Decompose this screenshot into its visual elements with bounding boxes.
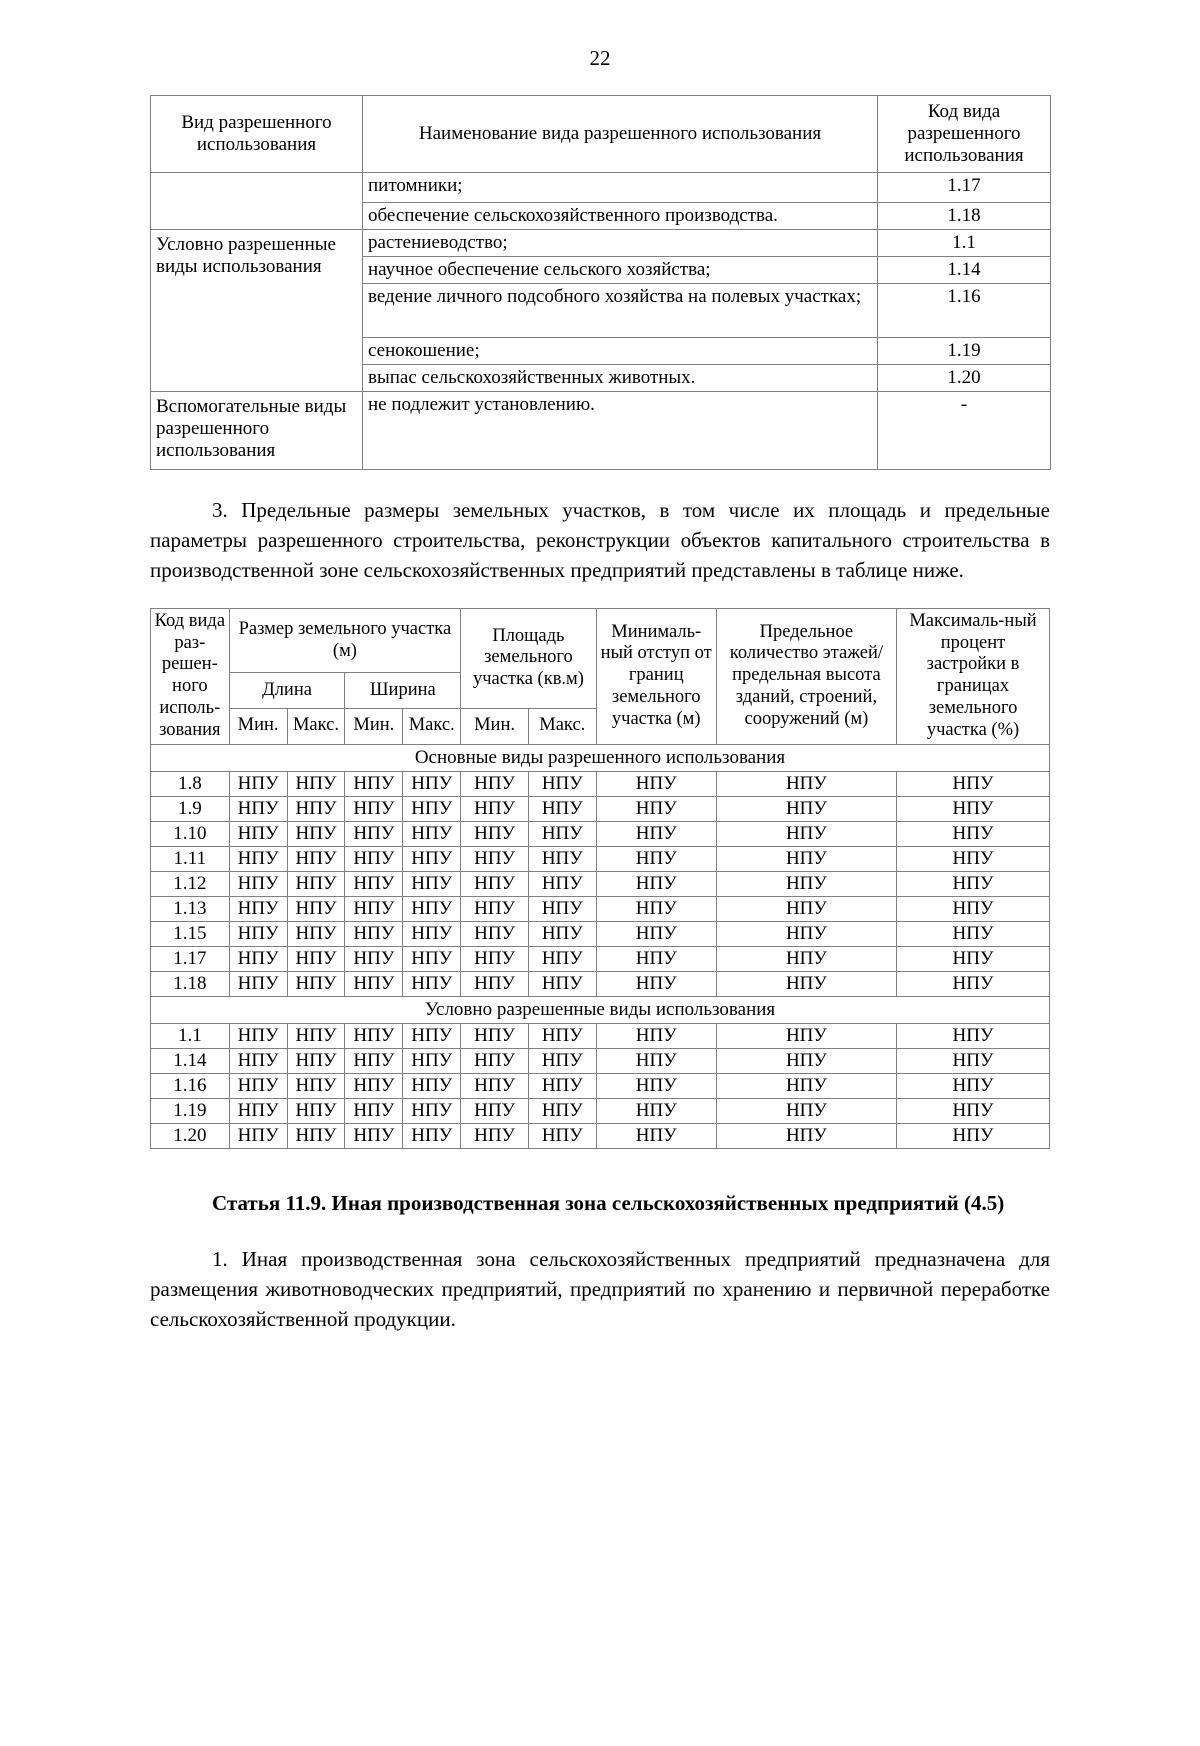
table-row (151, 946, 1050, 971)
cell-value: НПУ (596, 921, 716, 946)
cell-value: НПУ (528, 896, 596, 921)
article-paragraph-1: 1. Иная производственная зона сельскохозяйственных предприятий предназначена для размещения животноводческих предприятий, предприятий по хранению и первичной переработке сельскохозяйственной продукции. (150, 1246, 1050, 1331)
article-heading: Статья 11.9. Иная производственная зона сельскохозяйственных предприятий (4.5) (212, 1191, 1005, 1216)
cell-value: НПУ (461, 896, 529, 921)
table-row (151, 1049, 1050, 1074)
header-width: Ширина (345, 673, 461, 709)
cell-value: НПУ (716, 971, 896, 996)
cell-name: не подлежит установлению. (363, 392, 878, 470)
cell-code: 1.10 (151, 821, 230, 846)
cell-code: 1.16 (151, 1074, 230, 1099)
section-title: Основные виды разрешенного использования (151, 744, 1050, 771)
cell-value: НПУ (345, 1124, 403, 1149)
cell-value: НПУ (287, 946, 345, 971)
cell-value: НПУ (403, 1074, 461, 1099)
cell-value: НПУ (716, 821, 896, 846)
cell-value: НПУ (897, 871, 1050, 896)
cell-value: НПУ (229, 771, 287, 796)
cell-value: НПУ (287, 796, 345, 821)
cell-value: НПУ (229, 1049, 287, 1074)
cell-value: НПУ (461, 771, 529, 796)
table-row (151, 1074, 1050, 1099)
cell-value: НПУ (287, 871, 345, 896)
cell-code: 1.14 (151, 1049, 230, 1074)
table-row (151, 821, 1050, 846)
cell-kind (151, 173, 363, 230)
cell-value: НПУ (716, 771, 896, 796)
cell-value: НПУ (403, 771, 461, 796)
cell-value: НПУ (403, 921, 461, 946)
cell-code: 1.20 (151, 1124, 230, 1149)
cell-value: НПУ (229, 1074, 287, 1099)
table-row (151, 921, 1050, 946)
cell-code: 1.12 (151, 871, 230, 896)
cell-name: выпас сельскохозяйственных животных. (363, 365, 878, 392)
cell-value: НПУ (897, 946, 1050, 971)
header-width-max: Макс. (403, 708, 461, 744)
table-row (151, 871, 1050, 896)
cell-name: ведение личного подсобного хозяйства на полевых участках; (363, 284, 878, 338)
cell-value: НПУ (716, 896, 896, 921)
cell-value: НПУ (461, 796, 529, 821)
cell-value: НПУ (716, 1074, 896, 1099)
cell-value: НПУ (716, 1024, 896, 1049)
parameters-table-body (151, 744, 1050, 1149)
cell-value: НПУ (345, 1099, 403, 1124)
permitted-use-table-head (151, 96, 1051, 173)
cell-code: 1.18 (878, 203, 1051, 230)
cell-code: - (878, 392, 1051, 470)
cell-value: НПУ (461, 946, 529, 971)
table-header-row-1 (151, 608, 1050, 673)
cell-value: НПУ (897, 1049, 1050, 1074)
cell-value: НПУ (897, 1074, 1050, 1099)
cell-value: НПУ (345, 1024, 403, 1049)
table-row (151, 771, 1050, 796)
header-floors: Предельное количество этажей/ предельная высота зданий, строений, сооружений (м) (716, 608, 896, 744)
cell-value: НПУ (528, 1074, 596, 1099)
section-row (151, 996, 1050, 1023)
permitted-use-table (150, 95, 1051, 470)
cell-value: НПУ (287, 971, 345, 996)
cell-value: НПУ (596, 796, 716, 821)
cell-value: НПУ (345, 821, 403, 846)
table-header-row (151, 96, 1051, 173)
cell-value: НПУ (229, 846, 287, 871)
cell-value: НПУ (596, 1099, 716, 1124)
header-kind: Вид разрешенного использования (151, 96, 363, 173)
cell-value: НПУ (596, 871, 716, 896)
header-width-min: Мин. (345, 708, 403, 744)
cell-value: НПУ (596, 846, 716, 871)
cell-value: НПУ (287, 821, 345, 846)
cell-value: НПУ (403, 1024, 461, 1049)
cell-value: НПУ (461, 821, 529, 846)
header-code: Код вида разрешенного использования (878, 96, 1051, 173)
cell-code: 1.13 (151, 896, 230, 921)
parameters-table (150, 608, 1050, 1149)
cell-value: НПУ (345, 796, 403, 821)
cell-value: НПУ (403, 871, 461, 896)
cell-code: 1.15 (151, 921, 230, 946)
cell-value: НПУ (528, 821, 596, 846)
cell-value: НПУ (229, 796, 287, 821)
cell-code: 1.8 (151, 771, 230, 796)
cell-value: НПУ (403, 1124, 461, 1149)
cell-value: НПУ (716, 1049, 896, 1074)
cell-value: НПУ (461, 846, 529, 871)
table-row (151, 173, 1051, 203)
cell-value: НПУ (596, 1024, 716, 1049)
table-row (151, 1024, 1050, 1049)
cell-value: НПУ (716, 796, 896, 821)
cell-value: НПУ (596, 971, 716, 996)
cell-value: НПУ (528, 1124, 596, 1149)
cell-value: НПУ (528, 846, 596, 871)
cell-value: НПУ (897, 971, 1050, 996)
cell-code: 1.19 (151, 1099, 230, 1124)
cell-code: 1.16 (878, 284, 1051, 338)
cell-value: НПУ (287, 1124, 345, 1149)
section-row (151, 744, 1050, 771)
cell-code: 1.18 (151, 971, 230, 996)
cell-value: НПУ (229, 921, 287, 946)
cell-code: 1.17 (151, 946, 230, 971)
table-row (151, 971, 1050, 996)
table-row (151, 392, 1051, 470)
cell-value: НПУ (596, 821, 716, 846)
cell-value: НПУ (528, 796, 596, 821)
cell-value: НПУ (897, 846, 1050, 871)
cell-value: НПУ (596, 946, 716, 971)
cell-name: обеспечение сельскохозяйственного производства. (363, 203, 878, 230)
cell-value: НПУ (528, 871, 596, 896)
cell-code: 1.1 (151, 1024, 230, 1049)
cell-value: НПУ (403, 1099, 461, 1124)
cell-value: НПУ (345, 771, 403, 796)
header-area-max: Макс. (528, 708, 596, 744)
cell-value: НПУ (716, 871, 896, 896)
cell-value: НПУ (345, 946, 403, 971)
cell-value: НПУ (345, 1074, 403, 1099)
cell-name: растениеводство; (363, 230, 878, 257)
permitted-use-table-body (151, 173, 1051, 470)
cell-value: НПУ (229, 946, 287, 971)
cell-value: НПУ (528, 971, 596, 996)
cell-value: НПУ (229, 871, 287, 896)
parameters-table-head (151, 608, 1050, 744)
cell-value: НПУ (345, 971, 403, 996)
cell-value: НПУ (528, 1099, 596, 1124)
cell-value: НПУ (897, 796, 1050, 821)
header-name: Наименование вида разрешенного использования (363, 96, 878, 173)
cell-value: НПУ (897, 1099, 1050, 1124)
header-length-max: Макс. (287, 708, 345, 744)
table-row (151, 1124, 1050, 1149)
cell-code: 1.19 (878, 338, 1051, 365)
cell-value: НПУ (403, 796, 461, 821)
table-row (151, 230, 1051, 257)
cell-value: НПУ (287, 921, 345, 946)
cell-name: питомники; (363, 173, 878, 203)
cell-value: НПУ (716, 1124, 896, 1149)
cell-value: НПУ (716, 846, 896, 871)
cell-code: 1.1 (878, 230, 1051, 257)
cell-code: 1.20 (878, 365, 1051, 392)
cell-value: НПУ (461, 971, 529, 996)
paragraph-3: 3. Предельные размеры земельных участков, в том числе их площадь и предельные параметры разрешенного строительства, реконструкции объектов капитального строительства в производственной зоне сельскохозяйственных предприятий представлены в таблице ниже. (150, 498, 1050, 582)
page-number: 22 (589, 46, 611, 70)
cell-value: НПУ (461, 871, 529, 896)
cell-value: НПУ (897, 771, 1050, 796)
document-page (0, 48, 1200, 1746)
cell-code: 1.17 (878, 173, 1051, 203)
cell-value: НПУ (461, 1099, 529, 1124)
cell-value: НПУ (403, 1049, 461, 1074)
cell-value: НПУ (897, 821, 1050, 846)
cell-value: НПУ (229, 1099, 287, 1124)
cell-value: НПУ (229, 821, 287, 846)
cell-value: НПУ (287, 846, 345, 871)
cell-value: НПУ (287, 1074, 345, 1099)
cell-value: НПУ (287, 1099, 345, 1124)
permitted-use-table-wrapper (150, 95, 1050, 470)
cell-value: НПУ (528, 1049, 596, 1074)
cell-value: НПУ (897, 896, 1050, 921)
cell-name: научное обеспечение сельского хозяйства; (363, 257, 878, 284)
header-offset: Минималь-ный отступ от границ земельного участка (м) (596, 608, 716, 744)
header-size-group: Размер земельного участка (м) (229, 608, 461, 673)
header-area-min: Мин. (461, 708, 529, 744)
cell-value: НПУ (345, 896, 403, 921)
cell-value: НПУ (403, 971, 461, 996)
cell-value: НПУ (596, 1124, 716, 1149)
cell-value: НПУ (345, 871, 403, 896)
cell-value: НПУ (461, 921, 529, 946)
header-percent: Максималь-ный процент застройки в границах земельного участка (%) (897, 608, 1050, 744)
cell-value: НПУ (528, 771, 596, 796)
cell-value: НПУ (345, 1049, 403, 1074)
cell-value: НПУ (897, 1024, 1050, 1049)
cell-value: НПУ (596, 896, 716, 921)
cell-value: НПУ (229, 1124, 287, 1149)
cell-value: НПУ (528, 921, 596, 946)
cell-value: НПУ (716, 921, 896, 946)
cell-value: НПУ (345, 846, 403, 871)
cell-value: НПУ (897, 921, 1050, 946)
table-row (151, 896, 1050, 921)
cell-value: НПУ (403, 896, 461, 921)
cell-value: НПУ (461, 1049, 529, 1074)
header-length-min: Мин. (229, 708, 287, 744)
cell-value: НПУ (596, 1049, 716, 1074)
cell-code: 1.14 (878, 257, 1051, 284)
parameters-table-wrapper (150, 608, 1050, 1149)
cell-code: 1.11 (151, 846, 230, 871)
table-row (151, 1099, 1050, 1124)
cell-value: НПУ (461, 1074, 529, 1099)
table-row (151, 796, 1050, 821)
cell-value: НПУ (229, 1024, 287, 1049)
cell-value: НПУ (461, 1124, 529, 1149)
cell-code: 1.9 (151, 796, 230, 821)
cell-value: НПУ (716, 946, 896, 971)
section-title: Условно разрешенные виды использования (151, 996, 1050, 1023)
cell-value: НПУ (229, 971, 287, 996)
cell-name: сенокошение; (363, 338, 878, 365)
cell-value: НПУ (345, 921, 403, 946)
cell-value: НПУ (461, 1024, 529, 1049)
cell-value: НПУ (229, 896, 287, 921)
header-code: Код вида раз-решен-ного исполь-зования (151, 608, 230, 744)
cell-value: НПУ (403, 821, 461, 846)
cell-value: НПУ (287, 896, 345, 921)
cell-value: НПУ (403, 946, 461, 971)
table-row (151, 846, 1050, 871)
cell-kind: Условно разрешенные виды использования (151, 230, 363, 392)
cell-value: НПУ (596, 771, 716, 796)
cell-value: НПУ (287, 1024, 345, 1049)
cell-value: НПУ (287, 771, 345, 796)
cell-kind: Вспомогательные виды разрешенного использования (151, 392, 363, 470)
cell-value: НПУ (528, 946, 596, 971)
cell-value: НПУ (716, 1099, 896, 1124)
cell-value: НПУ (897, 1124, 1050, 1149)
cell-value: НПУ (596, 1074, 716, 1099)
header-length: Длина (229, 673, 345, 709)
cell-value: НПУ (403, 846, 461, 871)
cell-value: НПУ (287, 1049, 345, 1074)
cell-value: НПУ (528, 1024, 596, 1049)
header-area-group: Площадь земельного участка (кв.м) (461, 608, 596, 708)
